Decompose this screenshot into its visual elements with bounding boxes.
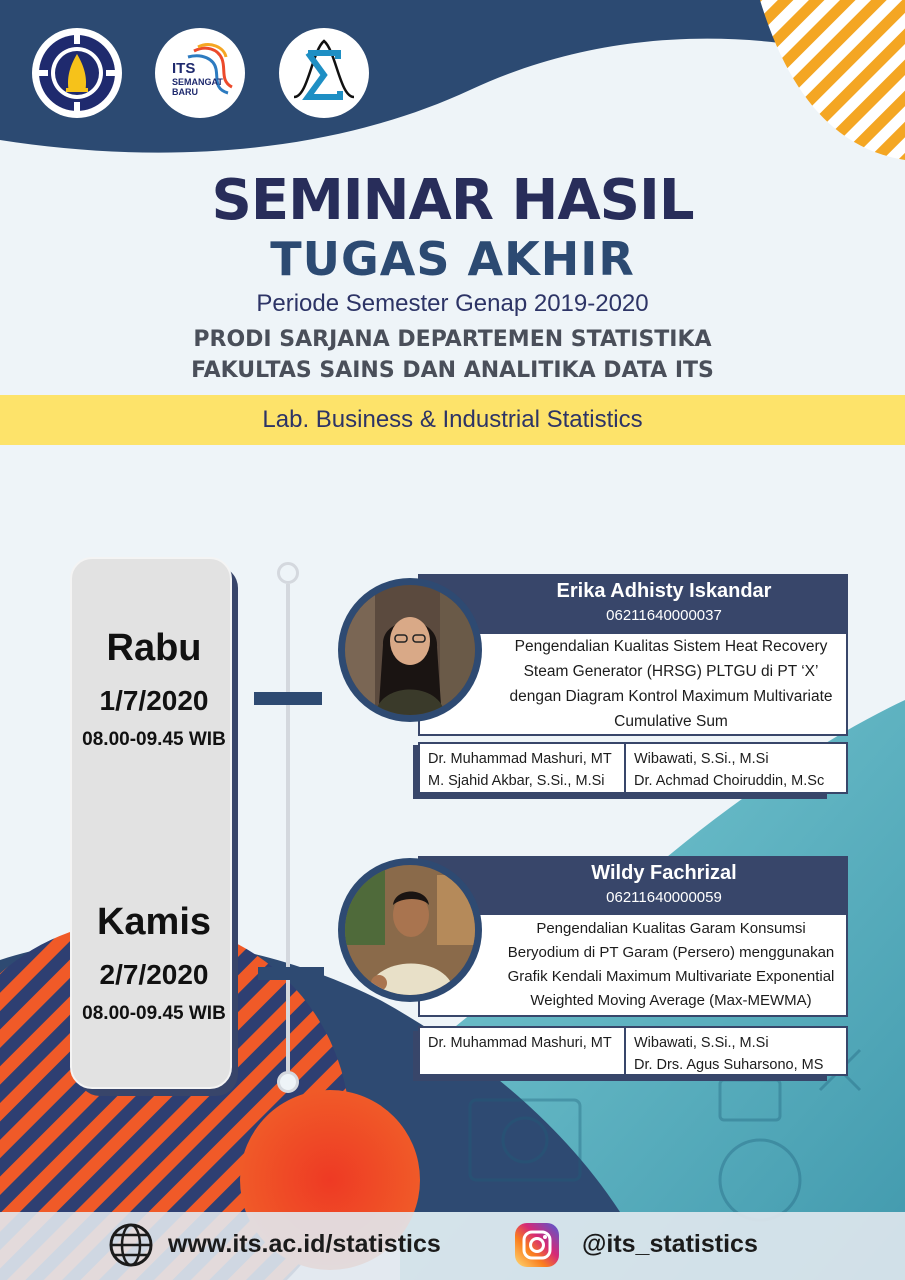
- schedule-1-examiners: [624, 744, 846, 792]
- tugas-akhir-title: TUGAS AKHIR: [270, 232, 635, 286]
- website-link[interactable]: www.its.ac.id/statistics: [168, 1230, 441, 1258]
- schedule-2-day: Kamis: [96, 901, 212, 943]
- its-logo-text: ITS: [172, 60, 196, 77]
- timeline-connector-1: [254, 692, 322, 705]
- timeline-dot-bottom: [277, 1071, 299, 1093]
- schedule-1-examiner-2: Dr. Achmad Choiruddin, M.Sc: [634, 773, 825, 789]
- prodi-text: PRODI SARJANA DEPARTEMEN STATISTIKA: [193, 327, 712, 352]
- instagram-icon: [514, 1222, 560, 1268]
- schedule-2-header: [418, 856, 848, 914]
- its-gear-icon: [36, 32, 118, 114]
- schedule-2-examiners: [624, 1028, 846, 1074]
- globe-icon: [108, 1222, 154, 1268]
- person-photo-icon: [345, 585, 475, 715]
- lab-name: Lab. Business & Industrial Statistics: [262, 406, 643, 433]
- schedule-1-name: Erika Adhisty Iskandar: [556, 580, 772, 602]
- schedule-1-header: [418, 574, 848, 632]
- schedule-2-title: Pengendalian Kualitas Garam Konsumsi Beryodium di PT Garam (Persero) menggunakan Grafik Kendali Maximum Multivariate Exponential Weighted Moving Average (Max-MEWMA): [507, 920, 835, 1009]
- schedule-1-committee: [418, 742, 848, 794]
- schedule-2-examiner-1: Wibawati, S.Si., M.Si: [634, 1035, 769, 1051]
- semangat-text: SEMANGAT: [172, 77, 223, 87]
- schedule-2-date-block: [70, 900, 238, 1026]
- schedule-2-nrp: 06211640000059: [606, 889, 722, 906]
- its-semangat-icon: [158, 31, 242, 115]
- schedule-1-title: Pengendalian Kualitas Sistem Heat Recovery Steam Generator (HRSG) PLTGU di PT ‘X’ dengan Diagram Kontrol Maximum Multivariate Cumulative Sum: [509, 638, 833, 730]
- seminar-title: SEMINAR HASIL: [211, 168, 694, 233]
- schedule-2-avatar: [338, 858, 482, 1002]
- its-logo: [32, 28, 122, 118]
- schedule-1-nrp: 06211640000037: [606, 607, 722, 624]
- schedule-2-time: 08.00-09.45 WIB: [82, 1003, 226, 1024]
- timeline-dot-top: [277, 562, 299, 584]
- schedule-1-time: 08.00-09.45 WIB: [82, 729, 226, 750]
- schedule-1-title-box: [418, 632, 848, 736]
- its-semangat-baru-logo: [155, 28, 245, 118]
- sigma-icon: [282, 31, 366, 115]
- person-photo-icon: [345, 865, 475, 995]
- schedule-1-date-block: [70, 626, 238, 752]
- schedule-2-supervisors: [420, 1028, 624, 1074]
- statistika-logo: [279, 28, 369, 118]
- schedule-1-supervisors: [420, 744, 624, 792]
- faculty-text: FAKULTAS SAINS DAN ANALITIKA DATA ITS: [191, 358, 714, 383]
- instagram-handle[interactable]: @its_statistics: [582, 1230, 758, 1258]
- baru-text: BARU: [172, 87, 198, 97]
- schedule-1-supervisor-1: Dr. Muhammad Mashuri, MT: [428, 751, 612, 767]
- schedule-2-title-box: [418, 913, 848, 1017]
- schedule-1-day: Rabu: [106, 627, 202, 669]
- lab-banner: [0, 395, 905, 445]
- timeline-connector-2: [258, 967, 324, 980]
- period-text: Periode Semester Genap 2019-2020: [256, 290, 649, 317]
- schedule-1-supervisor-2: M. Sjahid Akbar, S.Si., M.Si: [428, 773, 605, 789]
- timeline-line: [286, 584, 290, 1072]
- schedule-2-date: 2/7/2020: [99, 959, 209, 990]
- schedule-2-supervisor-1: Dr. Muhammad Mashuri, MT: [428, 1035, 612, 1051]
- schedule-2-examiner-2: Dr. Drs. Agus Suharsono, MS: [634, 1057, 824, 1073]
- schedule-1-examiner-1: Wibawati, S.Si., M.Si: [634, 751, 769, 767]
- schedule-1-date: 1/7/2020: [99, 685, 209, 716]
- schedule-1-avatar: [338, 578, 482, 722]
- schedule-2-committee: [418, 1026, 848, 1076]
- schedule-2-name: Wildy Fachrizal: [591, 862, 737, 884]
